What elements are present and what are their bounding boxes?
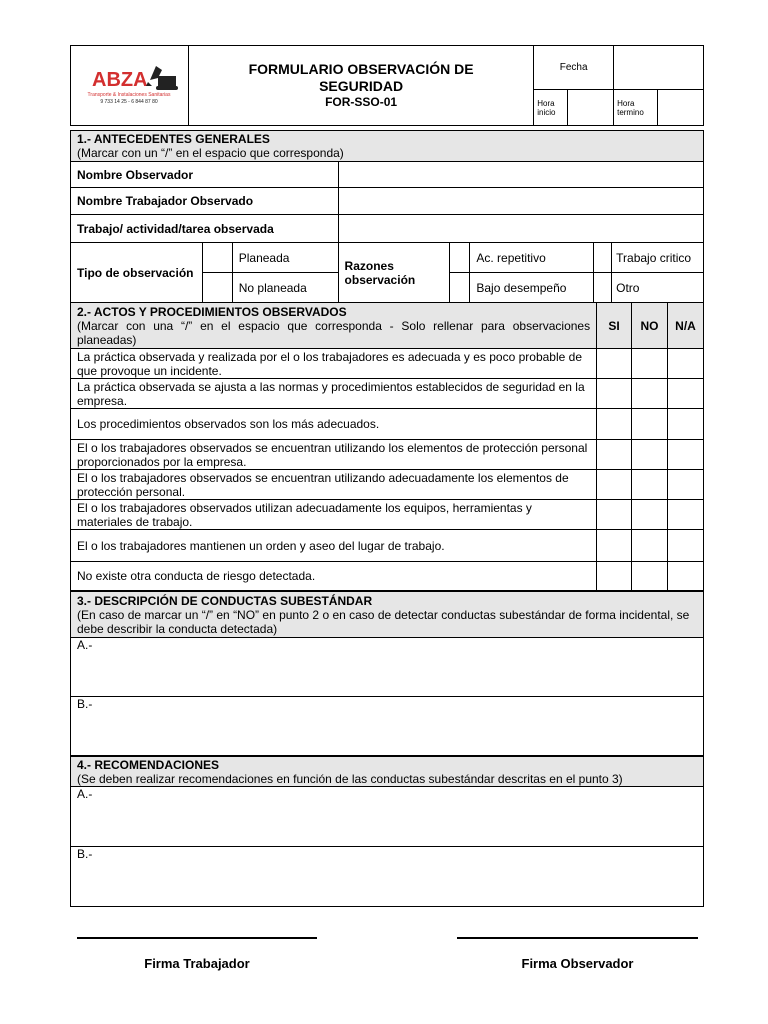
check-no[interactable] bbox=[632, 349, 668, 379]
check-na[interactable] bbox=[668, 409, 704, 440]
table-row bbox=[71, 562, 704, 591]
section1-subtitle: (Marcar con un “/” en el espacio que corresponda) bbox=[77, 146, 344, 160]
observer-label: Nombre Observador bbox=[71, 162, 339, 188]
check-no[interactable] bbox=[632, 409, 668, 440]
table-row bbox=[71, 440, 704, 470]
description-b-label: B.- bbox=[77, 697, 93, 711]
section3-header bbox=[71, 592, 704, 638]
check-na[interactable] bbox=[668, 500, 704, 530]
type-planeada-checkbox[interactable] bbox=[202, 243, 232, 273]
check-na[interactable] bbox=[668, 530, 704, 562]
logo-brand: ABZA bbox=[92, 69, 149, 91]
check-si[interactable] bbox=[597, 349, 632, 379]
observer-field[interactable] bbox=[338, 162, 703, 188]
form-code: FOR-SSO-01 bbox=[325, 95, 398, 109]
check-no[interactable] bbox=[632, 440, 668, 470]
check-no[interactable] bbox=[632, 500, 668, 530]
hora-inicio-label: Hora inicio bbox=[534, 90, 568, 126]
table-row bbox=[71, 349, 704, 379]
reason-desempeno-checkbox[interactable] bbox=[450, 273, 470, 303]
check-si[interactable] bbox=[597, 409, 632, 440]
worker-field[interactable] bbox=[338, 188, 703, 215]
check-si[interactable] bbox=[597, 562, 632, 591]
item-text: El o los trabajadores observados utilizan adecuadamente los equipos, herramientas y materiales de trabajo. bbox=[71, 500, 597, 530]
check-na[interactable] bbox=[668, 440, 704, 470]
type-no-planeada-label: No planeada bbox=[232, 273, 338, 303]
worker-signature-label: Firma Trabajador bbox=[144, 956, 250, 971]
section3-table bbox=[70, 591, 704, 756]
form-title-line2: SEGURIDAD bbox=[319, 78, 404, 94]
table-row bbox=[71, 379, 704, 409]
reason-critico-label: Trabajo critico bbox=[612, 243, 704, 273]
reasons-label: Razones observación bbox=[338, 243, 450, 303]
table-row bbox=[71, 530, 704, 562]
task-label: Trabajo/ actividad/tarea observada bbox=[71, 215, 339, 243]
description-b-field[interactable] bbox=[71, 697, 704, 756]
check-si[interactable] bbox=[597, 379, 632, 409]
worker-label: Nombre Trabajador Observado bbox=[71, 188, 339, 215]
excavator-icon bbox=[146, 66, 178, 90]
header-table bbox=[70, 45, 704, 126]
item-text: Los procedimientos observados son los más adecuados. bbox=[71, 409, 597, 440]
section3-title: 3.- DESCRIPCIÓN DE CONDUCTAS SUBESTÁNDAR bbox=[77, 593, 373, 608]
logo-cell bbox=[71, 46, 189, 126]
fecha-label: Fecha bbox=[534, 46, 614, 90]
worker-signature-line[interactable] bbox=[77, 937, 317, 939]
recommendation-b-label: B.- bbox=[77, 847, 93, 861]
form-title-line1: FORMULARIO OBSERVACIÓN DE bbox=[248, 61, 474, 77]
type-planeada-label: Planeada bbox=[232, 243, 338, 273]
type-label: Tipo de observación bbox=[71, 243, 203, 303]
check-si[interactable] bbox=[597, 440, 632, 470]
task-field[interactable] bbox=[338, 215, 703, 243]
check-na[interactable] bbox=[668, 379, 704, 409]
type-no-planeada-checkbox[interactable] bbox=[202, 273, 232, 303]
recommendation-a-label: A.- bbox=[77, 787, 93, 801]
item-text: El o los trabajadores mantienen un orden y aseo del lugar de trabajo. bbox=[71, 530, 597, 562]
check-no[interactable] bbox=[632, 470, 668, 500]
description-a-label: A.- bbox=[77, 638, 93, 652]
check-na[interactable] bbox=[668, 349, 704, 379]
hora-termino-field[interactable] bbox=[658, 90, 704, 126]
col-no: NO bbox=[632, 303, 668, 349]
logo-phones: 9 733 14 25 - 6 844 87 80 bbox=[100, 99, 159, 105]
col-si: SI bbox=[597, 303, 632, 349]
check-no[interactable] bbox=[632, 530, 668, 562]
company-logo bbox=[74, 56, 184, 112]
check-si[interactable] bbox=[597, 500, 632, 530]
table-row bbox=[71, 500, 704, 530]
section2-table bbox=[70, 302, 704, 591]
section2-subtitle: (Marcar con una “/” en el espacio que corresponda - Solo rellenar para observaciones planeadas) bbox=[77, 318, 591, 347]
section1-title: 1.- ANTECEDENTES GENERALES bbox=[77, 132, 270, 146]
table-row bbox=[71, 470, 704, 500]
section4-subtitle: (Se deben realizar recomendaciones en función de las conductas subestándar descritas en el punto 3) bbox=[77, 771, 623, 786]
reason-repetitivo-checkbox[interactable] bbox=[450, 243, 470, 273]
section4-table bbox=[70, 756, 704, 907]
check-no[interactable] bbox=[632, 562, 668, 591]
description-a-field[interactable] bbox=[71, 638, 704, 697]
check-na[interactable] bbox=[668, 470, 704, 500]
recommendation-a-field[interactable] bbox=[71, 787, 704, 847]
col-na: N/A bbox=[668, 303, 704, 349]
reason-repetitivo-label: Ac. repetitivo bbox=[470, 243, 594, 273]
section3-subtitle: (En caso de marcar un “/” en “NO” en punto 2 o en caso de detectar conductas subestándar de forma incidental, se debe describir la conducta detectada) bbox=[77, 607, 690, 636]
item-text: El o los trabajadores observados se encuentran utilizando los elementos de protección personal proporcionados por la empresa. bbox=[71, 440, 597, 470]
observer-signature-line[interactable] bbox=[457, 937, 698, 939]
hora-inicio-field[interactable] bbox=[568, 90, 614, 126]
reason-critico-checkbox[interactable] bbox=[594, 243, 612, 273]
recommendation-b-field[interactable] bbox=[71, 847, 704, 907]
section1-header bbox=[71, 131, 704, 162]
section2-title: 2.- ACTOS Y PROCEDIMIENTOS OBSERVADOS bbox=[77, 304, 347, 319]
logo-tagline: Transporte & Instalaciones Sanitarias bbox=[88, 92, 171, 98]
section2-header bbox=[71, 303, 597, 349]
item-text: La práctica observada se ajusta a las normas y procedimientos establecidos de seguridad en la empresa. bbox=[71, 379, 597, 409]
check-si[interactable] bbox=[597, 470, 632, 500]
check-si[interactable] bbox=[597, 530, 632, 562]
reason-otro-label: Otro bbox=[612, 273, 704, 303]
section4-header bbox=[71, 757, 704, 787]
item-text: La práctica observada y realizada por el o los trabajadores es adecuada y es poco probable de que provoque un incidente. bbox=[71, 349, 597, 379]
observer-signature-label: Firma Observador bbox=[521, 956, 634, 971]
reason-desempeno-label: Bajo desempeño bbox=[470, 273, 594, 303]
item-text: El o los trabajadores observados se encuentran utilizando adecuadamente los elementos de protección personal. bbox=[71, 470, 597, 500]
section1-table bbox=[70, 130, 704, 303]
table-row bbox=[71, 409, 704, 440]
check-no[interactable] bbox=[632, 379, 668, 409]
reason-otro-checkbox[interactable] bbox=[594, 273, 612, 303]
section4-title: 4.- RECOMENDACIONES bbox=[77, 757, 220, 772]
check-na[interactable] bbox=[668, 562, 704, 591]
item-text: No existe otra conducta de riesgo detectada. bbox=[71, 562, 597, 591]
hora-termino-label: Hora termino bbox=[614, 90, 658, 126]
form-title-cell bbox=[188, 46, 533, 126]
fecha-field[interactable] bbox=[614, 46, 704, 90]
